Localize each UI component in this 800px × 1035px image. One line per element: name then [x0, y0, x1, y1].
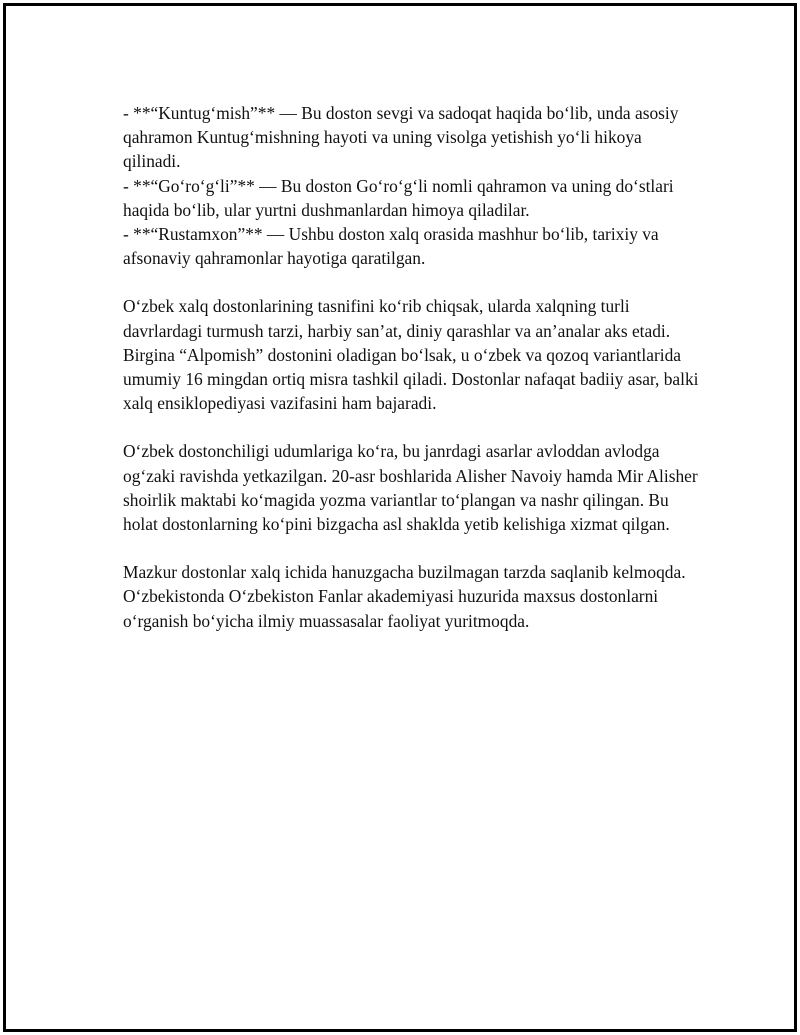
list-item-rustamxon: - **“Rustamxon”** — Ushbu doston xalq orasida mashhur boʻlib, tarixiy va afsonaviy qahramonlar hayotiga qaratilgan. [123, 224, 659, 269]
page-frame [3, 3, 797, 1032]
paragraph-preservation: Mazkur dostonlar xalq ichida hanuzgacha buzilmagan tarzda saqlanib kelmoqda. Oʻzbekistonda Oʻzbekiston Fanlar akademiyasi huzurida maxsus dostonlarni oʻrganish boʻyicha ilmiy muassasalar faoliyat yuritmoqda. [123, 562, 686, 631]
paragraph-classification: Oʻzbek xalq dostonlarining tasnifini koʻrib chiqsak, ularda xalqning turli davrlardagi turmush tarzi, harbiy san’at, diniy qarashlar va an’analar aks etadi. Birgina “Alpomish” dostonini oladigan boʻlsak, u oʻzbek va qozoq variantlarida umumiy 16 mingdan ortiq misra tashkil qiladi. Dostonlar nafaqat badiiy asar, balki xalq ensiklopediyasi vazifasini ham bajaradi. [123, 296, 699, 414]
paragraph-tradition: Oʻzbek dostonchiligi udumlariga koʻra, bu janrdagi asarlar avloddan avlodga ogʻzaki ravishda yetkazilgan. 20-asr boshlarida Alisher Navoiy hamda Mir Alisher shoirlik maktabi koʻmagida yozma variantlar toʻplangan va nashr qilingan. Bu holat dostonlarning koʻpini bizgacha asl shaklda yetib kelishiga xizmat qilgan. [123, 441, 698, 535]
list-item-gorogli: - **“Goʻroʻgʻli”** — Bu doston Goʻroʻgʻli nomli qahramon va uning doʻstlari haqida boʻlib, ular yurtni dushmanlardan himoya qiladilar. [123, 175, 674, 220]
document-body [123, 101, 703, 633]
epic-list [123, 101, 703, 270]
list-item-kuntugmish: - **“Kuntugʻmish”** — Bu doston sevgi va sadoqat haqida boʻlib, unda asosiy qahramon Kuntugʻmishning hayoti va uning visolga yetishish yoʻli hikoya qilinadi. [123, 103, 679, 172]
